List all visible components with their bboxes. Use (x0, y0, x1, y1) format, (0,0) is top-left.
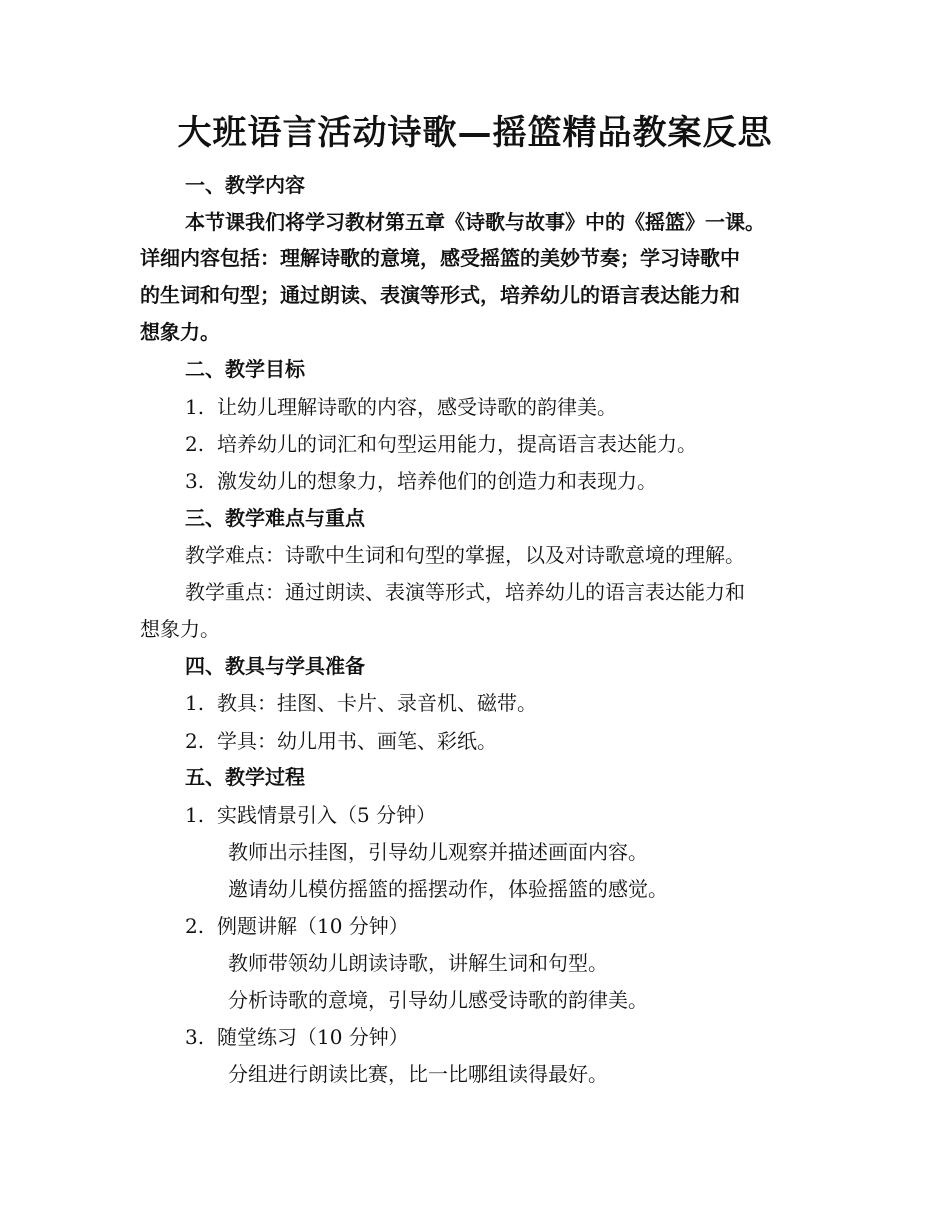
list-item-number: 3. (185, 469, 205, 493)
step-number: 1. (185, 803, 205, 827)
list-item (185, 688, 537, 718)
section-heading-objectives: 二、教学目标 (185, 357, 305, 381)
list-item-text: 学具：幼儿用书、画笔、彩纸。 (217, 729, 497, 753)
list-item-number: 2. (185, 729, 205, 753)
content-paragraph-line: 详细内容包括：理解诗歌的意境，感受摇篮的美妙节奏；学习诗歌中 (140, 246, 740, 270)
list-item (185, 429, 697, 459)
list-item-number: 1. (185, 691, 205, 715)
list-item-text: 教具：挂图、卡片、录音机、磁带。 (217, 691, 537, 715)
process-step (185, 1022, 409, 1052)
step-detail: 分析诗歌的意境，引导幼儿感受诗歌的韵律美。 (228, 988, 648, 1012)
step-number: 2. (185, 914, 205, 938)
content-paragraph-line: 本节课我们将学习教材第五章《诗歌与故事》中的《摇篮》一课。 (185, 210, 765, 234)
list-item-text: 让幼儿理解诗歌的内容，感受诗歌的韵律美。 (217, 395, 617, 419)
section-heading-difficulties: 三、教学难点与重点 (185, 506, 365, 530)
list-item (185, 726, 497, 756)
key-point-paragraph-line: 想象力。 (140, 617, 220, 641)
process-step (185, 911, 409, 941)
step-title: 实践情景引入（5 分钟） (217, 803, 437, 827)
section-heading-content: 一、教学内容 (185, 173, 305, 197)
step-detail: 分组进行朗读比赛，比一比哪组读得最好。 (228, 1062, 608, 1086)
list-item (185, 466, 657, 496)
step-detail: 邀请幼儿模仿摇篮的摇摆动作，体验摇篮的感觉。 (228, 877, 668, 901)
step-number: 3. (185, 1025, 205, 1049)
list-item (185, 392, 617, 422)
step-detail: 教师带领幼儿朗读诗歌，讲解生词和句型。 (228, 951, 608, 975)
list-item-number: 1. (185, 395, 205, 419)
step-title: 随堂练习（10 分钟） (217, 1025, 409, 1049)
document-title: 大班语言活动诗歌—摇篮精品教案反思 (177, 113, 773, 153)
list-item-number: 2. (185, 432, 205, 456)
step-detail: 教师出示挂图，引导幼儿观察并描述画面内容。 (228, 840, 648, 864)
difficulty-paragraph: 教学难点：诗歌中生词和句型的掌握，以及对诗歌意境的理解。 (185, 543, 745, 567)
list-item-text: 激发幼儿的想象力，培养他们的创造力和表现力。 (217, 469, 657, 493)
section-heading-materials: 四、教具与学具准备 (185, 654, 365, 678)
key-point-paragraph-line: 教学重点：通过朗读、表演等形式，培养幼儿的语言表达能力和 (185, 580, 745, 604)
process-step (185, 800, 436, 830)
section-heading-process: 五、教学过程 (185, 765, 305, 789)
step-title: 例题讲解（10 分钟） (217, 914, 409, 938)
content-paragraph-line: 的生词和句型；通过朗读、表演等形式，培养幼儿的语言表达能力和 (140, 283, 740, 307)
list-item-text: 培养幼儿的词汇和句型运用能力，提高语言表达能力。 (217, 432, 697, 456)
content-paragraph-line: 想象力。 (140, 320, 220, 344)
